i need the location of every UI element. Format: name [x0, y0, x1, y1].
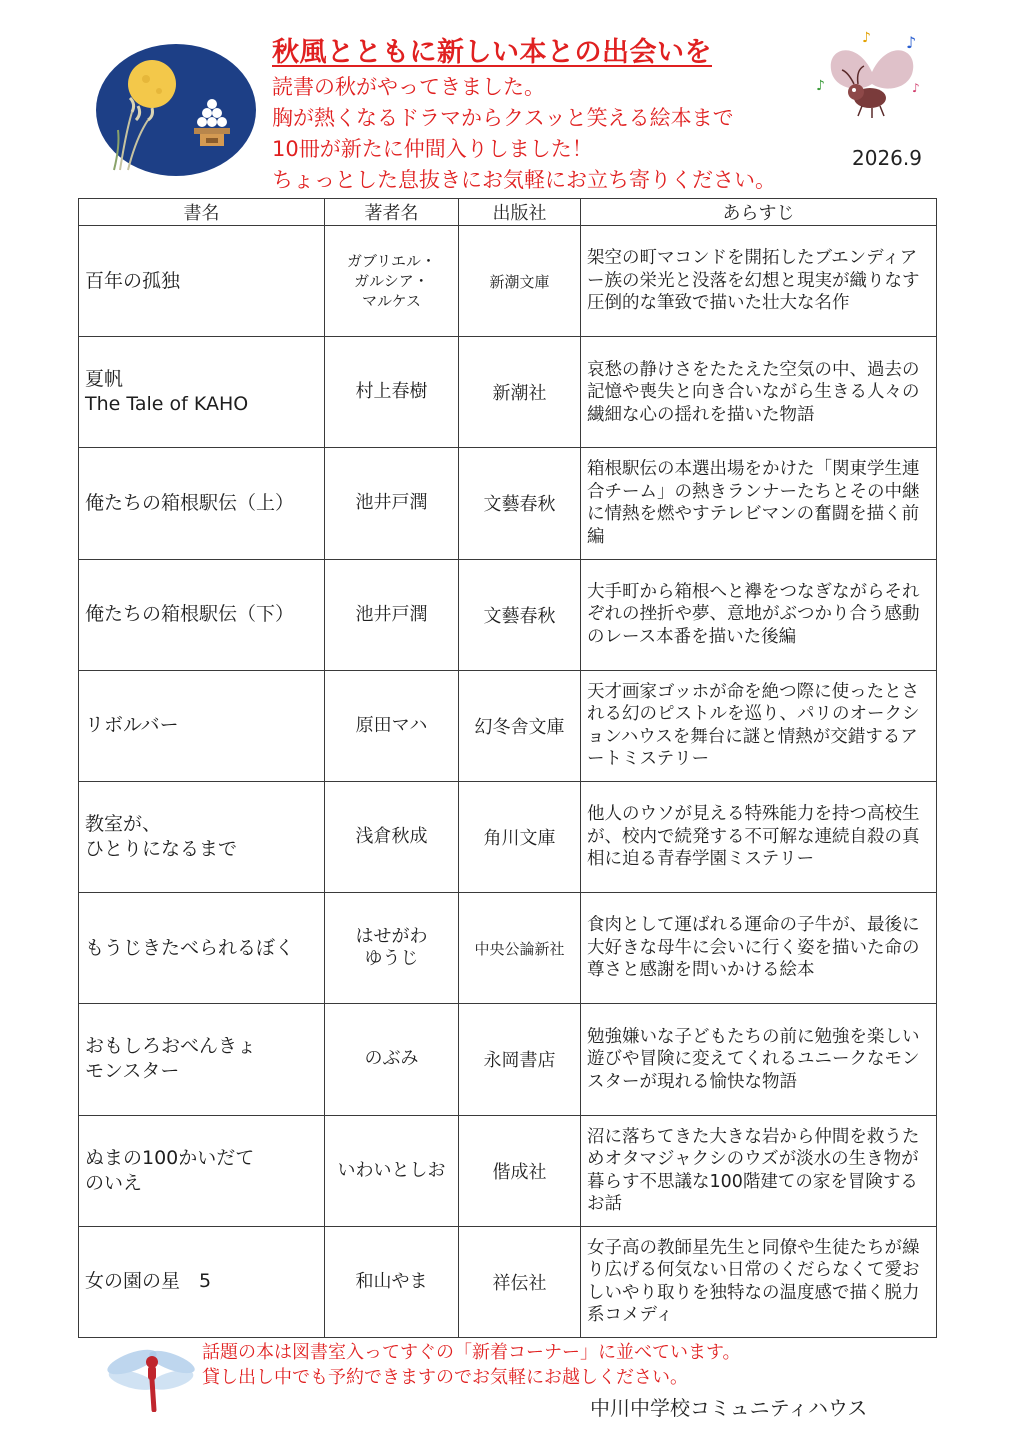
book-title: 俺たちの箱根駅伝（上） [79, 448, 325, 559]
book-author: のぶみ [325, 1004, 459, 1115]
book-summary: 他人のウソが見える特殊能力を持つ高校生が、校内で続発する不可解な連続自殺の真相に迫る青春学園ミステリー [581, 781, 937, 892]
book-summary: 女子高の教師星先生と同僚や生徒たちが繰り広げる何気ない日常のくだらなくて愛おしいやり取りを独特なの温度感で描く脱力系コメディ [581, 1226, 937, 1337]
book-summary: 哀愁の静けさをたたえた空気の中、過去の記憶や喪失と向き合いながら生きる人々の繊細な心の揺れを描いた物語 [581, 337, 937, 448]
book-author: はせがわ ゆうじ [325, 893, 459, 1004]
book-title: ぬまの100かいだて のいえ [79, 1115, 325, 1226]
table-header-row [79, 199, 937, 226]
intro-line: ちょっとした息抜きにお気軽にお立ち寄りください。 [272, 168, 776, 192]
book-summary: 沼に落ちてきた大きな岩から仲間を救うためオタマジャクシのウズが淡水の生き物が暮らす不思議な100階建ての家を冒険するお話 [581, 1115, 937, 1226]
table-row [79, 337, 937, 448]
book-summary: 天才画家ゴッホが命を絶つ際に使ったとされる幻のピストルを巡り、パリのオークションハウスを舞台に謎と情熱が交錯するアートミステリー [581, 670, 937, 781]
table-row [79, 893, 937, 1004]
book-publisher: 新潮社 [459, 337, 581, 448]
book-title: 夏帆 The Tale of KAHO [79, 337, 325, 448]
column-header-title: 書名 [79, 199, 325, 226]
table-row [79, 226, 937, 337]
book-author: 和山やま [325, 1226, 459, 1337]
column-header-author: 著者名 [325, 199, 459, 226]
table-row [79, 781, 937, 892]
page-title: 秋風とともに新しい本との出会いを [272, 37, 712, 68]
book-summary: 大手町から箱根へと襷をつなぎながらそれぞれの挫折や夢、意地がぶつかり合う感動のレース本番を描いた後編 [581, 559, 937, 670]
intro-line: 胸が熱くなるドラマからクスッと笑える絵本まで [272, 106, 734, 130]
moon-dango-illustration [92, 42, 260, 178]
book-publisher: 祥伝社 [459, 1226, 581, 1337]
table-row [79, 448, 937, 559]
book-publisher: 中央公論新社 [459, 893, 581, 1004]
book-publisher: 偕成社 [459, 1115, 581, 1226]
book-summary: 食肉として運ばれる運命の子牛が、最後に大好きな母牛に会いに行く姿を描いた命の尊さと感謝を問いかける絵本 [581, 893, 937, 1004]
book-title: 女の園の星 5 [79, 1226, 325, 1337]
book-title: 百年の孤独 [79, 226, 325, 337]
book-title: おもしろおべんきょ モンスター [79, 1004, 325, 1115]
book-title: 教室が、 ひとりになるまで [79, 781, 325, 892]
book-summary: 勉強嫌いな子どもたちの前に勉強を楽しい遊びや冒険に変えてくれるユニークなモンスターが現れる愉快な物語 [581, 1004, 937, 1115]
book-publisher: 永岡書店 [459, 1004, 581, 1115]
book-author: いわいとしお [325, 1115, 459, 1226]
intro-text [272, 72, 776, 196]
intro-line: 10冊が新たに仲間入りしました！ [272, 137, 593, 161]
footer-notes [202, 1340, 741, 1390]
book-publisher: 文藝春秋 [459, 559, 581, 670]
column-header-publisher: 出版社 [459, 199, 581, 226]
svg-text:♪: ♪ [912, 81, 920, 95]
book-publisher: 角川文庫 [459, 781, 581, 892]
book-summary: 架空の町マコンドを開拓したブエンディアー族の栄光と没落を幻想と現実が織りなす圧倒的な筆致で描いた壮大な名作 [581, 226, 937, 337]
footer-note: 貸し出し中でも予約できますのでお気軽にお越しください。 [202, 1367, 688, 1388]
book-author: 村上春樹 [325, 337, 459, 448]
book-author: ガブリエル・ ガルシア・ マルケス [325, 226, 459, 337]
book-publisher: 幻冬舎文庫 [459, 670, 581, 781]
book-list-table [78, 198, 937, 1338]
book-publisher: 新潮文庫 [459, 226, 581, 337]
book-summary: 箱根駅伝の本選出場をかけた「関東学生連合チーム」の熱きランナーたちとその中継に情熱を燃やすテレビマンの奮闘を描く前編 [581, 448, 937, 559]
dragonfly-illustration [102, 1340, 202, 1412]
heart-bug-illustration [812, 28, 932, 128]
intro-line: 読書の秋がやってきました。 [272, 75, 545, 99]
book-author: 池井戸潤 [325, 448, 459, 559]
svg-text:♪: ♪ [862, 30, 871, 46]
svg-text:♪: ♪ [906, 33, 917, 52]
book-title: もうじきたべられるぼく [79, 893, 325, 1004]
table-row [79, 1115, 937, 1226]
book-author: 池井戸潤 [325, 559, 459, 670]
issue-date: 2026.9 [852, 146, 922, 170]
table-row [79, 1004, 937, 1115]
school-name: 中川中学校コミュニティハウス [590, 1396, 868, 1420]
book-publisher: 文藝春秋 [459, 448, 581, 559]
table-row [79, 1226, 937, 1337]
svg-text:♪: ♪ [816, 78, 825, 94]
column-header-summary: あらすじ [581, 199, 937, 226]
book-author: 浅倉秋成 [325, 781, 459, 892]
table-row [79, 559, 937, 670]
book-title: 俺たちの箱根駅伝（下） [79, 559, 325, 670]
book-author: 原田マハ [325, 670, 459, 781]
book-title: リボルバー [79, 670, 325, 781]
footer-note: 話題の本は図書室入ってすぐの「新着コーナー」に並べています。 [202, 1342, 741, 1363]
table-row [79, 670, 937, 781]
